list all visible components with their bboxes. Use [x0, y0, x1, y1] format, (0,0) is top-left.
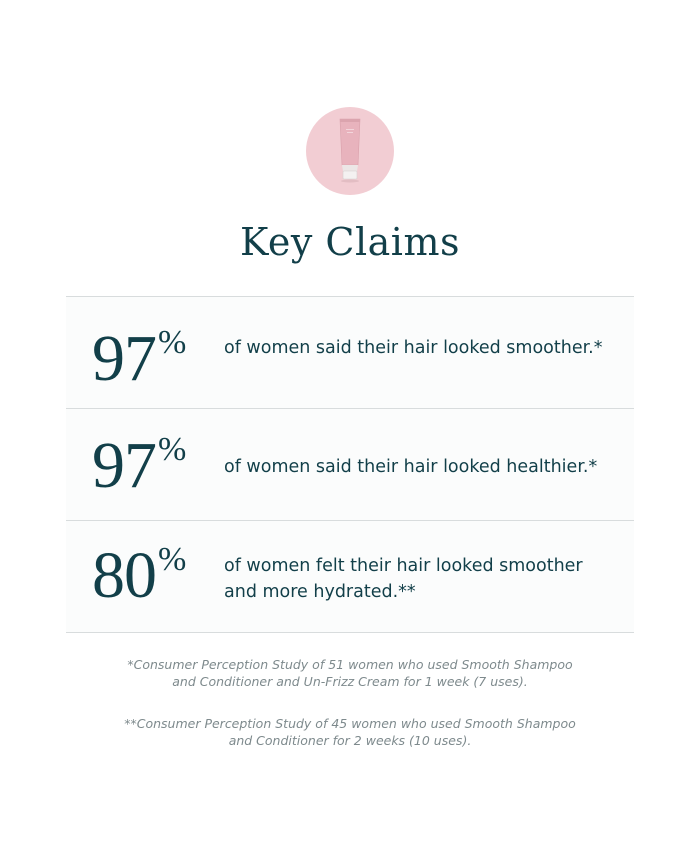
claim-stat-number: 97: [92, 429, 156, 502]
claim-text-line: of women said their hair looked healthier.*: [224, 457, 598, 477]
claim-stat-percent: %: [158, 431, 187, 468]
footnote: [100, 715, 600, 749]
claim-stat-percent: %: [158, 541, 187, 578]
product-tube-image: [306, 107, 394, 195]
claim-text: [224, 553, 583, 605]
divider: [66, 632, 634, 633]
footnote-line: *Consumer Perception Study of 51 women who used Smooth Shampoo: [127, 657, 573, 672]
page-title: Key Claims: [240, 220, 460, 264]
claim-text-line: of women said their hair looked smoother.*: [224, 338, 603, 358]
claim-stat-number: 80: [92, 539, 156, 612]
footnote-line: and Conditioner and Un-Frizz Cream for 1 week (7 uses).: [172, 674, 528, 689]
footnote-line: and Conditioner for 2 weeks (10 uses).: [228, 733, 472, 748]
claim-stat: [92, 322, 187, 395]
claim-stat: [92, 539, 187, 612]
claim-text-line: and more hydrated.**: [224, 582, 416, 602]
claim-text: [224, 335, 603, 361]
footnote-line: **Consumer Perception Study of 45 women who used Smooth Shampoo: [124, 716, 576, 731]
footnote: [100, 656, 600, 690]
claim-stat-percent: %: [158, 324, 187, 361]
claim-stat: [92, 429, 187, 502]
claim-stat-number: 97: [92, 322, 156, 395]
claim-text: [224, 454, 597, 480]
product-tube-icon: [306, 107, 394, 195]
claim-text-line: of women felt their hair looked smoother: [224, 556, 583, 576]
